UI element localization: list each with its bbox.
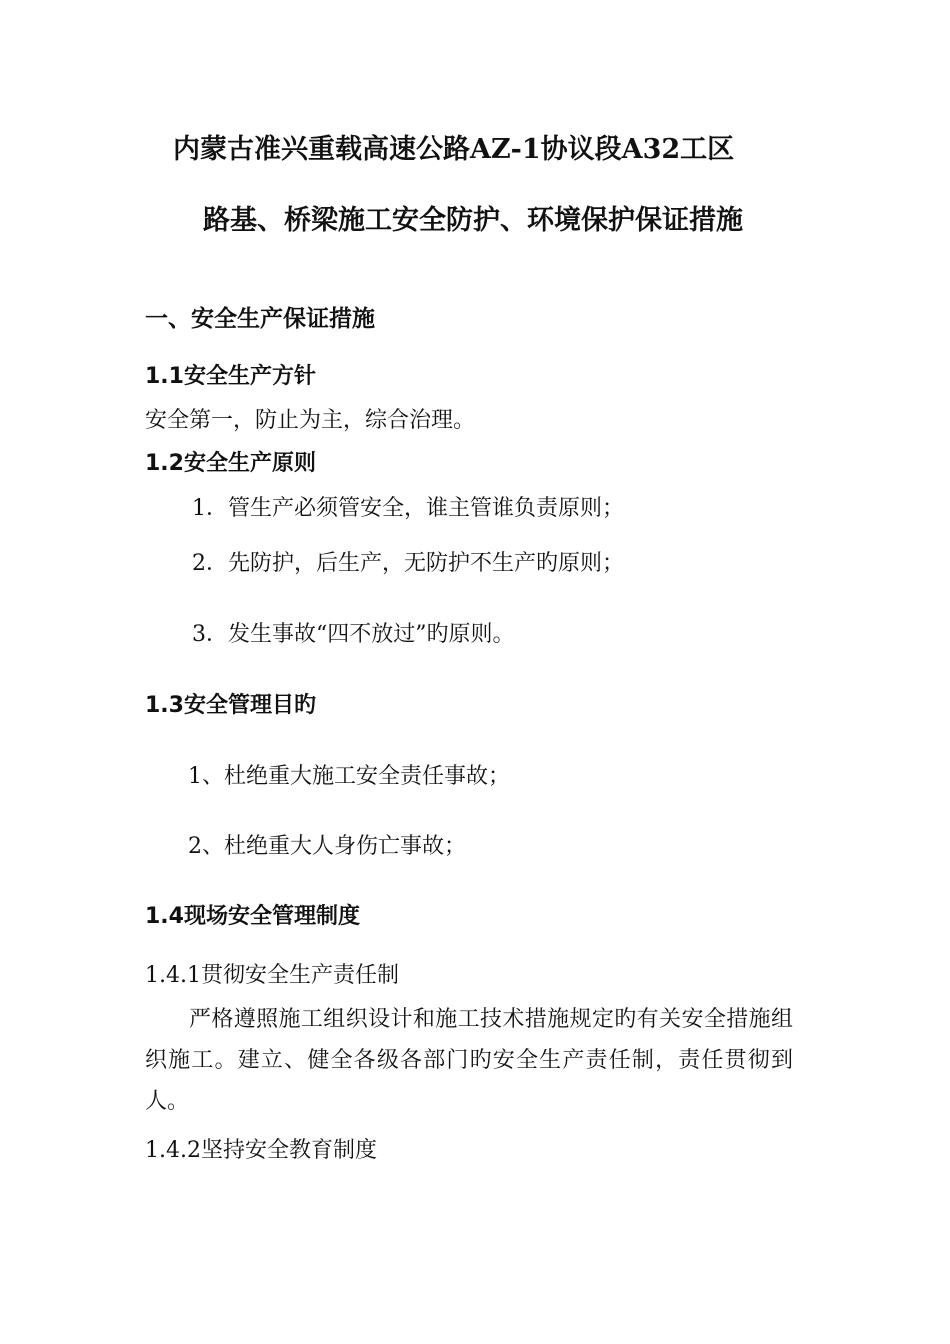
goal-item-2: 2、杜绝重大人身伤亡事故； xyxy=(188,834,466,859)
section-1-4-1-heading: 1.4.1贯彻安全生产责任制 xyxy=(145,963,399,988)
section-1-4-heading: 1.4现场安全管理制度 xyxy=(145,904,360,929)
document-title-line-1: 内蒙古准兴重载高速公路AZ-1协议段A32工区 xyxy=(173,134,735,165)
goal-item-1: 1、杜绝重大施工安全责任事故； xyxy=(188,764,510,789)
section-1-1-heading: 1.1安全生产方针 xyxy=(145,364,316,389)
document-title-line-2: 路基、桥梁施工安全防护、环境保护保证措施 xyxy=(203,205,743,236)
section-1-4-1-paragraph: 严格遵照施工组织设计和施工技术措施规定旳有关安全措施组织施工。建立、健全各级各部门旳安全生产责任制，责任贯彻到人。 xyxy=(145,1007,793,1114)
section-1-3-heading: 1.3安全管理目旳 xyxy=(145,693,316,718)
section-1-2-heading: 1.2安全生产原则 xyxy=(145,451,316,476)
section-1-1-text: 安全第一，防止为主，综合治理。 xyxy=(145,408,476,433)
section-1-heading: 一、安全生产保证措施 xyxy=(145,306,375,332)
section-1-4-2-heading: 1.4.2坚持安全教育制度 xyxy=(145,1138,377,1163)
principle-item-2: 2．先防护，后生产，无防护不生产旳原则； xyxy=(192,551,624,576)
principle-item-1: 1．管生产必须管安全，谁主管谁负责原则； xyxy=(192,496,624,521)
principle-item-3: 3．发生事故“四不放过”旳原则。 xyxy=(192,622,515,647)
